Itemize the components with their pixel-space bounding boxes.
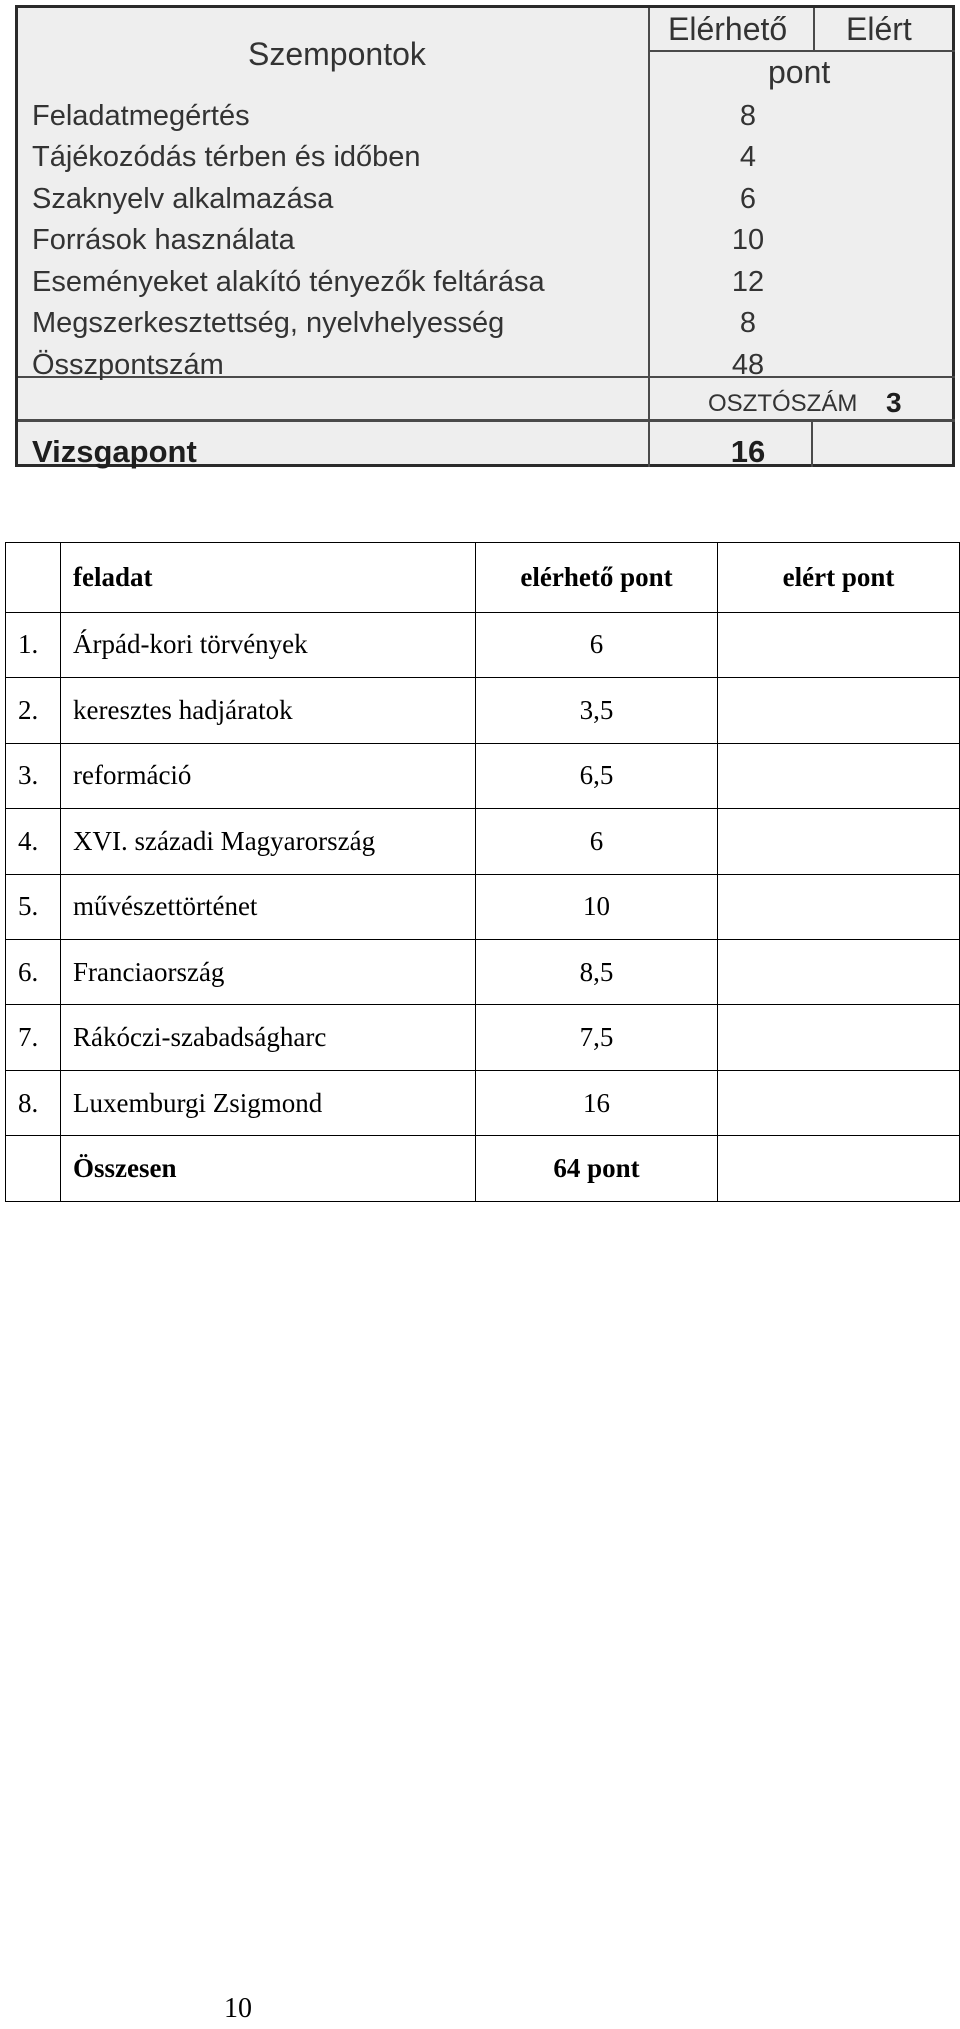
criterion-points: 10	[731, 224, 765, 256]
total-score-label: Összpontszám	[32, 349, 224, 381]
task-name: reformáció	[61, 743, 476, 808]
criterion-label: Tájékozódás térben és időben	[32, 141, 421, 173]
task-name: XVI. századi Magyarország	[61, 809, 476, 874]
task-number: 6.	[6, 940, 61, 1005]
task-header: feladat	[61, 543, 476, 613]
criterion-points: 8	[739, 307, 757, 339]
criterion-points: 4	[739, 141, 757, 173]
points-header: pont	[768, 54, 831, 90]
criterion-points: 12	[731, 266, 765, 298]
criterion-label: Források használata	[32, 224, 295, 256]
task-name: Franciaország	[61, 940, 476, 1005]
task-name: művészettörténet	[61, 874, 476, 939]
achieved-total-cell	[718, 1136, 960, 1202]
task-name: keresztes hadjáratok	[61, 678, 476, 743]
task-points: 3,5	[476, 678, 718, 743]
task-number: 7.	[6, 1005, 61, 1070]
achieved-points-cell	[718, 1005, 960, 1070]
table-row	[6, 874, 960, 939]
task-number: 3.	[6, 743, 61, 808]
table-row	[6, 1005, 960, 1070]
achieved-points-cell	[718, 809, 960, 874]
achieved-points-cell	[718, 678, 960, 743]
total-label: Összesen	[61, 1136, 476, 1202]
table-row	[6, 678, 960, 743]
task-points: 7,5	[476, 1005, 718, 1070]
total-row	[6, 1136, 960, 1202]
page-number: 10	[224, 1993, 252, 2024]
task-number: 4.	[6, 809, 61, 874]
number-header-cell	[6, 543, 61, 613]
task-number: 1.	[6, 612, 61, 677]
divisor-value: 3	[886, 387, 902, 418]
achieved-header: Elért	[846, 11, 912, 47]
achieved-points-cell	[718, 1070, 960, 1135]
scoring-criteria-table	[15, 5, 955, 467]
task-number: 2.	[6, 678, 61, 743]
task-name: Árpád-kori törvények	[61, 612, 476, 677]
achieved-points-header: elért pont	[718, 543, 960, 613]
task-points: 6,5	[476, 743, 718, 808]
task-points: 10	[476, 874, 718, 939]
exam-points-value: 16	[730, 434, 766, 469]
table-row	[6, 612, 960, 677]
column-divider	[813, 8, 815, 50]
task-points: 6	[476, 612, 718, 677]
table-row	[6, 743, 960, 808]
table-row	[6, 1070, 960, 1135]
row-divider	[18, 419, 955, 422]
task-points: 6	[476, 809, 718, 874]
exam-points-label: Vizsgapont	[32, 434, 197, 469]
achieved-points-cell	[718, 743, 960, 808]
criteria-header: Szempontok	[248, 36, 426, 72]
task-points: 8,5	[476, 940, 718, 1005]
column-divider	[648, 8, 650, 467]
header-divider	[648, 50, 955, 52]
criterion-label: Eseményeket alakító tényezők feltárása	[32, 266, 545, 298]
criterion-label: Feladatmegértés	[32, 100, 250, 132]
total-score-value: 48	[731, 349, 765, 381]
criterion-points: 8	[739, 100, 757, 132]
total-value: 64 pont	[476, 1136, 718, 1202]
task-points: 16	[476, 1070, 718, 1135]
achievable-header: Elérhető	[668, 11, 788, 47]
total-number-cell	[6, 1136, 61, 1202]
achieved-points-cell	[718, 874, 960, 939]
achieved-points-cell	[718, 612, 960, 677]
task-name: Luxemburgi Zsigmond	[61, 1070, 476, 1135]
criterion-label: Szaknyelv alkalmazása	[32, 183, 334, 215]
task-number: 5.	[6, 874, 61, 939]
criterion-points: 6	[739, 183, 757, 215]
table-row	[6, 809, 960, 874]
task-number: 8.	[6, 1070, 61, 1135]
task-name: Rákóczi-szabadságharc	[61, 1005, 476, 1070]
table-row	[6, 940, 960, 1005]
divisor-label: OSZTÓSZÁM	[708, 390, 858, 417]
achieved-points-cell	[718, 940, 960, 1005]
achievable-points-header: elérhető pont	[476, 543, 718, 613]
table-header-row	[6, 543, 960, 613]
criterion-label: Megszerkesztettség, nyelvhelyesség	[32, 307, 505, 339]
task-points-table	[5, 542, 960, 1202]
